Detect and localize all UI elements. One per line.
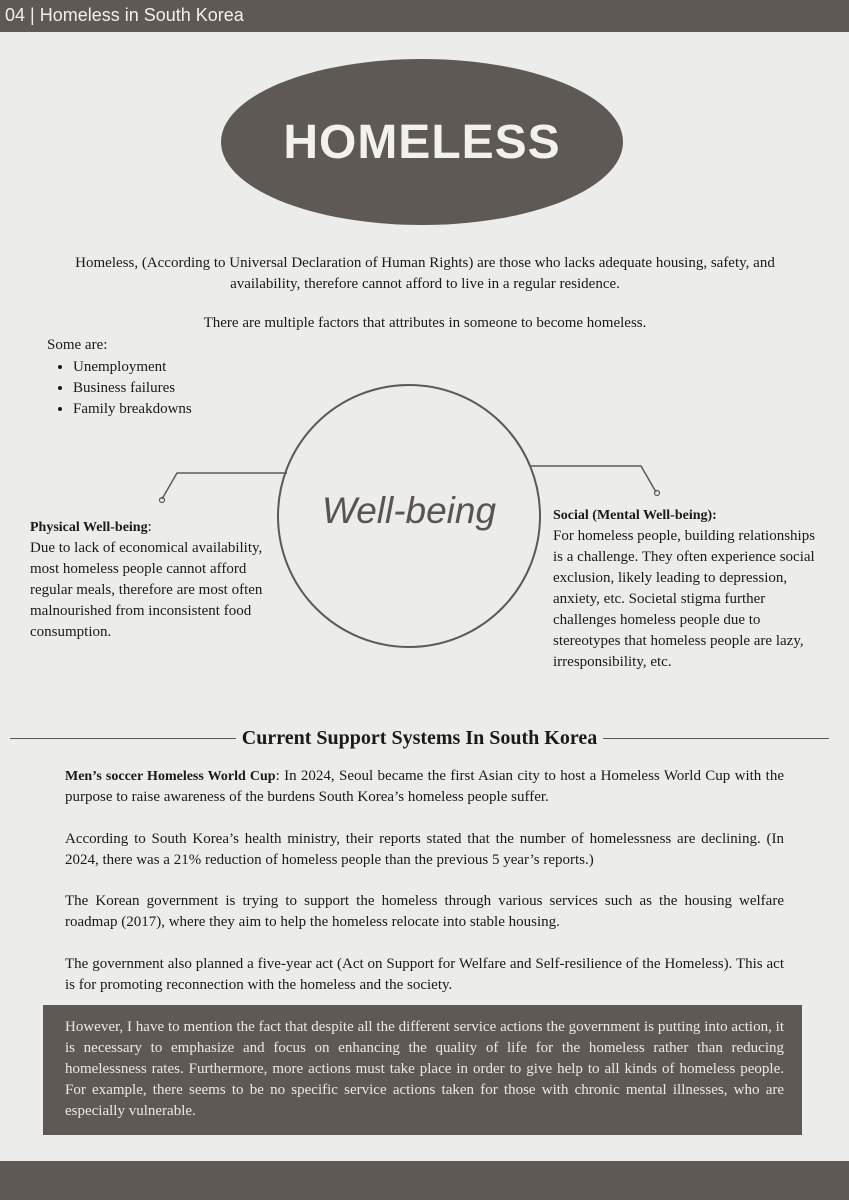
- list-item: • Family breakdowns: [73, 399, 192, 420]
- connector-left: [162, 473, 287, 499]
- government-paragraph: The Korean government is trying to support the homeless through various services such as the housing welfare roadmap (2017), where they aim to help the homeless relocate into stable housing.: [65, 893, 784, 930]
- physical-text: Due to lack of economical availability, most homeless people cannot afford regular meals, therefore are most often malnourished from inconsistent food consumption.: [30, 540, 263, 640]
- support-heading-text: Current Support Systems In South Korea: [241, 727, 598, 749]
- world-cup-heading: Men’s soccer Homeless World Cup: [65, 769, 276, 784]
- connector-right: [531, 466, 656, 492]
- factor-list: [55, 357, 192, 420]
- intro-definition: Homeless, (According to Universal Declaration of Human Rights) are those who lacks adequate housing, safety, and availability, therefore cannot afford to live in a regular residence.: [75, 255, 775, 292]
- footer-bar: [0, 1161, 849, 1200]
- connector-right-dot: [655, 491, 660, 496]
- physical-wellbeing: [30, 517, 280, 643]
- page-title: HOMELESS: [283, 115, 561, 169]
- physical-heading: Physical Well-being: [30, 520, 148, 535]
- list-item: • Business failures: [73, 378, 192, 399]
- social-wellbeing: [553, 505, 823, 673]
- connector-left-dot: [160, 498, 165, 503]
- list-item: • Unemployment: [73, 357, 192, 378]
- world-cup-paragraph: [65, 766, 784, 808]
- support-section-heading: [10, 727, 829, 750]
- social-text: For homeless people, building relationships is a challenge. They often experience social exclusion, likely leading to depression, anxiety, etc. Societal stigma further challenges homeless people due to stereotypes that homeless people are lazy, irresponsibility, etc.: [553, 528, 816, 670]
- social-heading: Social (Mental Well-being):: [553, 508, 717, 523]
- act-paragraph: The government also planned a five-year act (Act on Support for Welfare and Self-resilience of the Homeless). This act is for promoting reconnection with the homeless and the society.: [65, 956, 784, 993]
- header-bar: [0, 0, 849, 32]
- some-are-label: Some are:: [47, 337, 108, 353]
- opinion-callout: However, I have to mention the fact that despite all the different service actions the government is putting into action, it is necessary to emphasize and focus on enhancing the quality of life for the homeless rather than reducing homelessness rates. Furthermore, more actions must take place in order to give help to all kinds of homeless people. For example, there seems to be no specific service actions taken for those with chronic mental illnesses, who are especially vulnerable.: [43, 1005, 802, 1135]
- heading-rule-left: [10, 738, 236, 739]
- title-ellipse: [221, 59, 623, 225]
- header-title: 04 | Homeless in South Korea: [5, 5, 244, 25]
- ministry-paragraph: According to South Korea’s health ministry, their reports stated that the number of homelessness are declining. (In 2024, there was a 21% reduction of homeless people than the previous 5 year’s reports.): [65, 831, 784, 868]
- heading-rule-right: [603, 738, 829, 739]
- wellbeing-label: Well-being: [321, 490, 497, 531]
- physical-colon: :: [147, 519, 152, 535]
- world-cup-text: : In 2024, Seoul became the first Asian city to host a Homeless World Cup with the purpose to raise awareness of the burdens South Korea’s homeless people suffer.: [65, 768, 784, 805]
- intro-factors: There are multiple factors that attributes in someone to become homeless.: [203, 315, 647, 331]
